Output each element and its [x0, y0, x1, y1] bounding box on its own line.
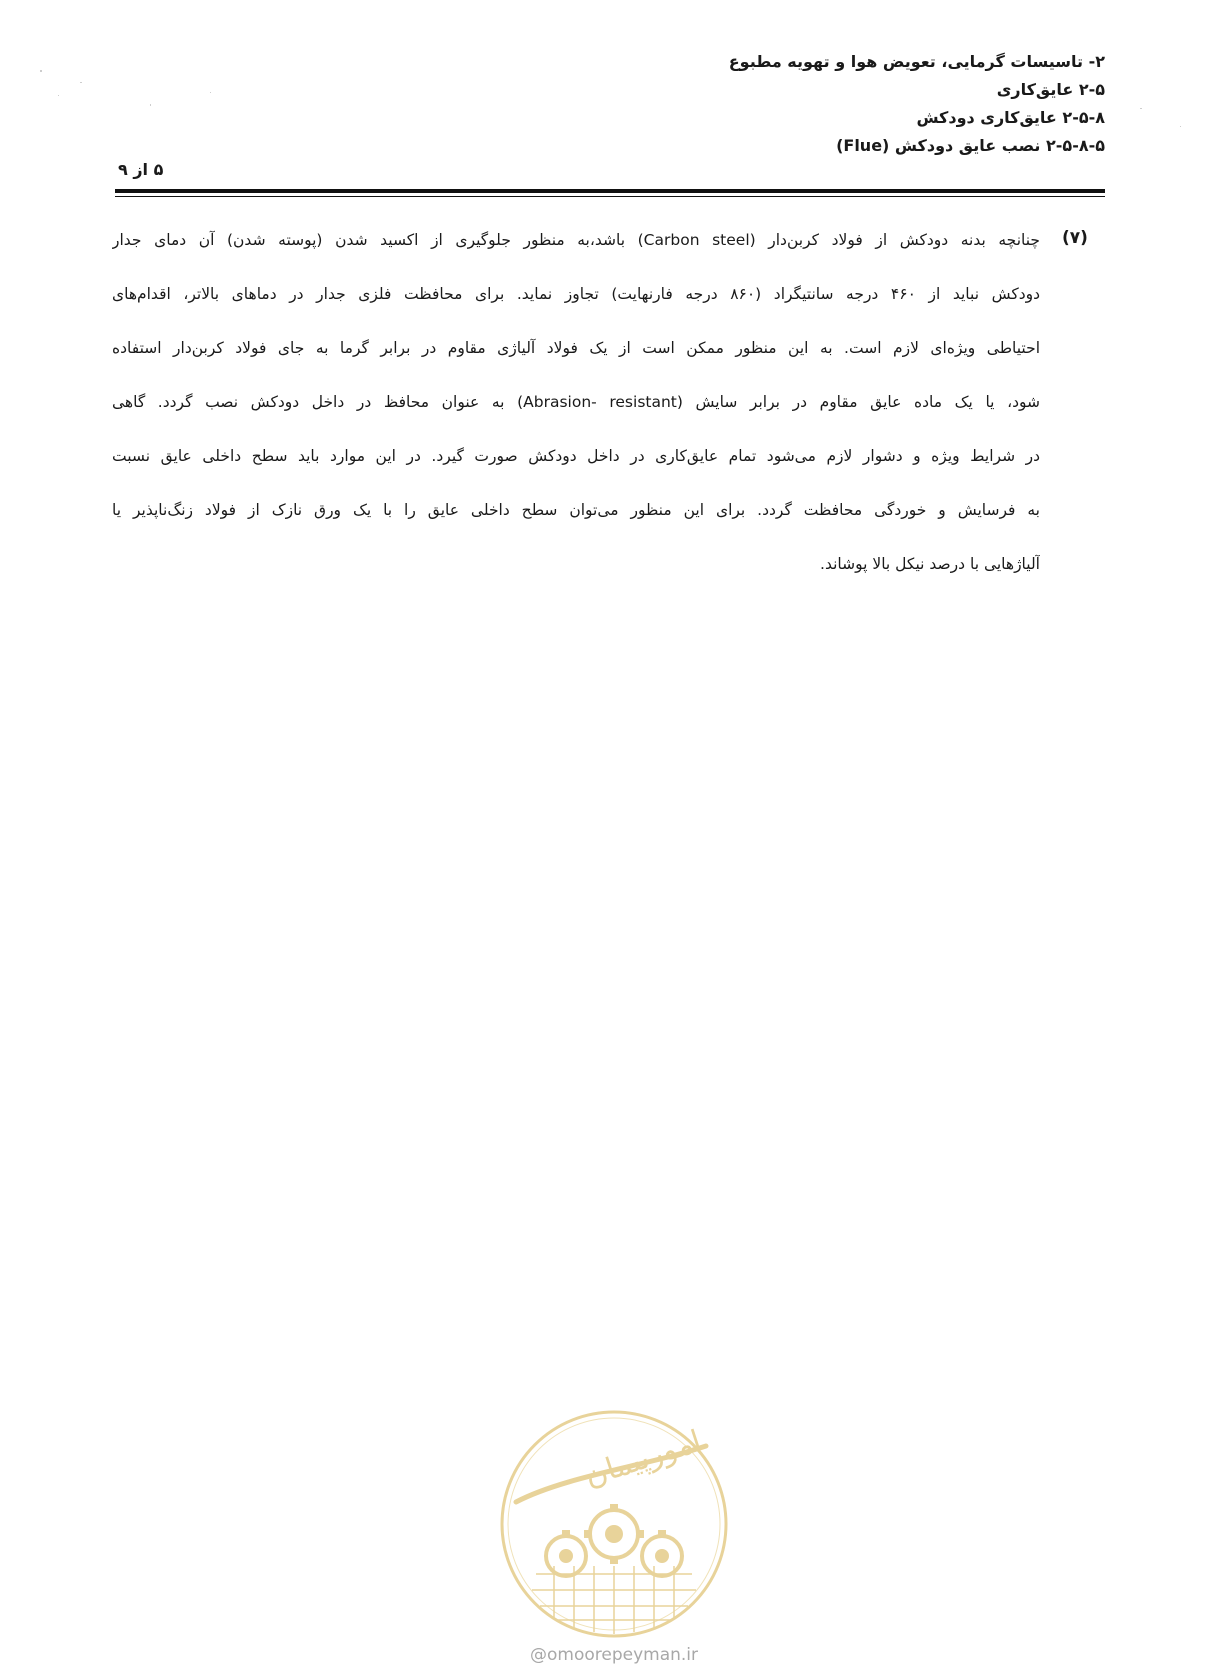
paragraph-body	[112, 230, 1040, 608]
paragraph-line: چنانچه بدنه دودکش از فولاد کربن‌دار (Carbon steel) باشد،به منظور جلوگیری از اکسید شدن (پوسته شدن) آن دمای جدار	[112, 231, 1040, 249]
header-divider-thin	[115, 196, 1105, 197]
scan-speckle	[1140, 108, 1142, 109]
header-topic-title: ۲-۵-۸-۵ نصب عایق دودکش (Flue)	[836, 136, 1105, 155]
paragraph-line: شود، یا یک ماده عایق مقاوم در برابر سایش (Abrasion- resistant) به عنوان محافظ در داخل دودکش نصب گردد. گاهی	[112, 393, 1040, 411]
watermark-seal-icon	[496, 1406, 732, 1642]
scan-speckle	[58, 95, 59, 96]
paragraph-line: دودکش نباید از ۴۶۰ درجه سانتیگراد (۸۶۰ درجه فارنهایت) تجاوز نماید. برای محافظت فلزی جدار در دماهای بالاتر، اقدام‌های	[112, 285, 1040, 303]
watermark-logo-text: امورپیمان	[580, 1423, 706, 1495]
watermark-caption: @omoorepeyman.ir	[529, 1645, 699, 1665]
header-divider-thick	[115, 189, 1105, 193]
scan-speckle	[80, 82, 82, 83]
watermark-logo	[496, 1406, 732, 1642]
paragraph-line: در شرایط ویژه و دشوار لازم می‌شود تمام عایق‌کاری در داخل دودکش صورت گیرد. در این موارد باید سطح داخلی عایق نسبت	[112, 447, 1040, 465]
scan-speckle	[40, 70, 42, 72]
paragraph-number: (۷)	[1062, 228, 1088, 248]
header-chapter-title: ۲- تاسیسات گرمایی، تعویض هوا و تهویه مطبوع	[728, 52, 1105, 71]
header-section-title: ۲-۵ عایق‌کاری	[996, 80, 1105, 99]
paragraph-line: به فرسایش و خوردگی محافظت گردد. برای این منظور می‌توان سطح داخلی عایق را با یک ورق نازک از فولاد زنگ‌ناپذیر یا	[112, 501, 1040, 519]
section-header	[115, 48, 1105, 160]
page-indicator: ۵ از ۹	[118, 160, 164, 179]
paragraph-line: احتیاطی ویژه‌ای لازم است. به این منظور ممکن است از یک فولاد آلیاژی مقاوم در برابر گرما به جای فولاد کربن‌دار استفاده	[112, 339, 1040, 357]
paragraph-line: آلیاژهایی با درصد نیکل بالا پوشاند.	[820, 555, 1040, 573]
header-subsection-title: ۲-۵-۸ عایق‌کاری دودکش	[916, 108, 1105, 127]
scan-speckle	[1180, 126, 1181, 127]
